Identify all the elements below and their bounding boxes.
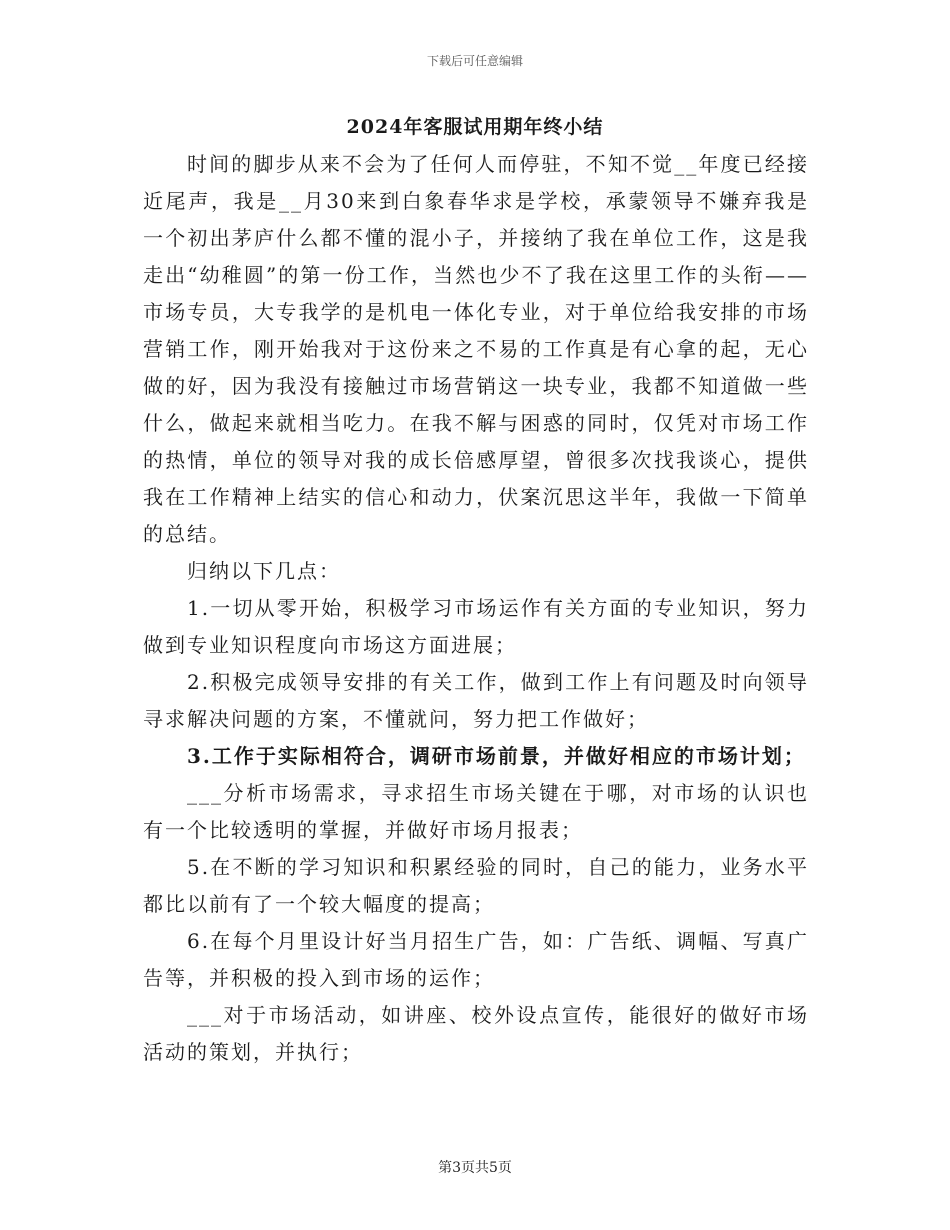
document-body — [143, 146, 809, 1071]
paragraph-point-1: 1.一切从零开始，积极学习市场运作有关方面的专业知识，努力做到专业知识程度向市场这方面进展； — [143, 596, 809, 657]
paragraph-point-5: 5.在不断的学习知识和积累经验的同时，自己的能力，业务水平都比以前有了一个较大幅度的提高； — [143, 855, 809, 916]
paragraph-point-6: 6.在每个月里设计好当月招生广告，如：广告纸、调幅、写真广告等，并积极的投入到市场的运作； — [143, 929, 809, 990]
paragraph-point-3: 3.工作于实际相符合，调研市场前景，并做好相应的市场计划； — [187, 744, 806, 768]
document-title: 2024年客服试用期年终小结 — [346, 116, 604, 138]
paragraph-summary-lead: 归纳以下几点： — [187, 559, 341, 583]
paragraph-point-4: ___分析市场需求，寻求招生市场关键在于哪，对市场的认识也有一个比较透明的掌握，并做好市场月报表； — [143, 781, 809, 842]
download-note: 下载后可任意编辑 — [426, 54, 523, 68]
page-number: 第3页共5页 — [438, 1160, 512, 1176]
paragraph-intro: 时间的脚步从来不会为了任何人而停驻，不知不觉__年度已经接近尾声，我是__月30来到白象春华求是学校，承蒙领导不嫌弃我是一个初出茅庐什么都不懂的混小子，并接纳了我在单位工作，这是我走出“幼稚圆”的第一份工作，当然也少不了我在这里工作的头衔——市场专员，大专我学的是机电一体化专业，对于单位给我安排的市场营销工作，刚开始我对于这份来之不易的工作真是有心拿的起，无心做的好，因为我没有接触过市场营销这一块专业，我都不知道做一些什么，做起来就相当吃力。在我不解与困惑的同时，仅凭对市场工作的热情，单位的领导对我的成长倍感厚望，曾很多次找我谈心，提供我在工作精神上结实的信心和动力，伏案沉思这半年，我做一下简单的总结。 — [143, 152, 809, 546]
paragraph-point-7: ___对于市场活动，如讲座、校外设点宣传，能很好的做好市场活动的策划，并执行； — [143, 1003, 809, 1064]
paragraph-point-2: 2.积极完成领导安排的有关工作，做到工作上有问题及时向领导寻求解决问题的方案，不懂就问，努力把工作做好； — [143, 670, 809, 731]
